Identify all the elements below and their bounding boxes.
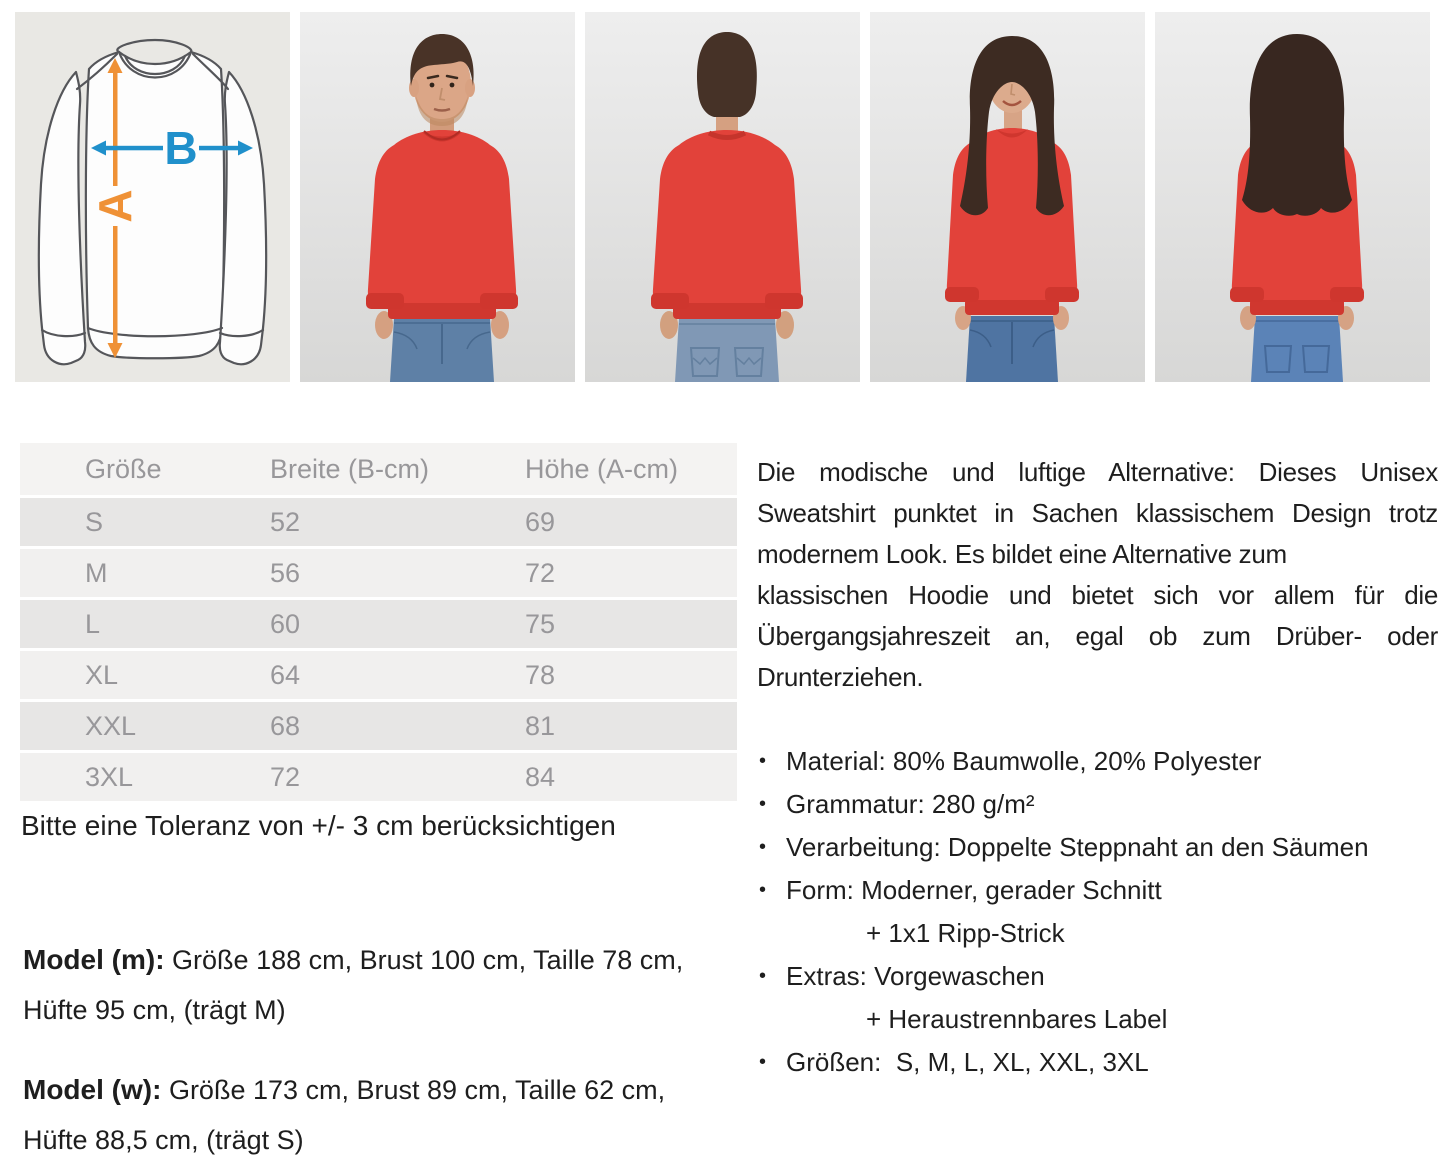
model-m-text: Größe 188 cm, Brust 100 cm, Taille 78 cm, Hüfte 95 cm, (trägt M) [23,945,684,1025]
description-line: klassischen Hoodie und bietet sich vor allem für die [757,580,1438,610]
feature-subline: + 1x1 Ripp-Strick [866,918,1065,948]
size-cell: XXL [20,701,270,752]
height-cell: 81 [525,701,737,752]
size-cell: S [20,497,270,548]
feature-subline: + Heraustrennbares Label [866,1004,1168,1034]
description-line: Drunterziehen. [757,662,924,692]
table-row [20,497,737,548]
table-row [20,599,737,650]
description-line: Sweatshirt punktet in Sachen klassischem Design trotz [757,498,1438,528]
model-w-label: Model (w): [23,1074,162,1105]
table-row [20,650,737,701]
model-m-label: Model (m): [23,944,165,975]
height-cell: 84 [525,752,737,802]
model-w-info [23,1065,728,1165]
hair [1242,34,1352,216]
product-description [757,452,1438,698]
feature-item-form: • Form: Moderner, gerader Schnitt + 1x1 Ripp-Strick [754,869,1444,955]
width-cell: 68 [270,701,525,752]
width-cell: 56 [270,548,525,599]
photo-man-back [585,12,860,382]
photo-woman-back [1155,12,1430,382]
woman-back-illustration [1155,12,1430,382]
sweatshirt [366,130,518,339]
size-diagram-panel [15,12,290,382]
col-header-groesse: Größe [20,443,270,497]
size-cell: 3XL [20,752,270,802]
size-cell: XL [20,650,270,701]
size-cell: L [20,599,270,650]
bullet-icon: • [759,836,767,858]
width-cell: 72 [270,752,525,802]
size-cell: M [20,548,270,599]
description-line: modernem Look. Es bildet eine Alternative zum [757,539,1287,569]
model-m-info [23,935,728,1035]
col-header-breite: Breite (B-cm) [270,443,525,497]
bullet-icon: • [759,793,767,815]
jeans [1251,316,1343,382]
height-cell: 75 [525,599,737,650]
feature-item-verarbeitung: • Verarbeitung: Doppelte Steppnaht an den Säumen [754,826,1444,869]
col-header-hoehe: Höhe (A-cm) [525,443,737,497]
photo-man-front [300,12,575,382]
description-line: Die modische und luftige Alternative: Dieses Unisex [757,457,1438,487]
width-cell: 52 [270,497,525,548]
height-cell: 72 [525,548,737,599]
width-cell: 64 [270,650,525,701]
sweatshirt [651,130,803,339]
feature-item-groessen: • Größen: S, M, L, XL, XXL, 3XL [754,1041,1444,1084]
man-back-illustration [585,12,860,382]
height-cell: 69 [525,497,737,548]
height-cell: 78 [525,650,737,701]
size-table [20,443,737,801]
description-line: Übergangsjahreszeit an, egal ob zum Drüber- oder [757,621,1438,651]
sweatshirt-outline [39,40,266,364]
table-header-row [20,443,737,497]
feature-item-grammatur: • Grammatur: 280 g/m² [754,783,1444,826]
head [697,32,757,118]
feature-item-material: • Material: 80% Baumwolle, 20% Polyester [754,740,1444,783]
jeans [390,318,494,382]
sweatshirt [945,128,1079,330]
feature-item-extras: • Extras: Vorgewaschen + Heraustrennbares Label [754,955,1444,1041]
diagram-label-a: A [89,189,141,223]
jeans [966,316,1058,382]
product-image-row [15,12,1430,382]
bullet-icon: • [759,965,767,987]
jeans [675,318,779,382]
table-row [20,548,737,599]
model-w-text: Größe 173 cm, Brust 89 cm, Taille 62 cm, Hüfte 88,5 cm, (trägt S) [23,1075,666,1155]
width-cell: 60 [270,599,525,650]
photo-woman-front [870,12,1145,382]
sweatshirt-measurement-diagram [15,12,290,382]
table-row [20,752,737,802]
bullet-icon: • [759,750,767,772]
man-front-illustration [300,12,575,382]
diagram-label-b: B [164,122,198,174]
tolerance-note: Bitte eine Toleranz von +/- 3 cm berücksichtigen [21,810,616,841]
table-row [20,701,737,752]
bullet-icon: • [759,1051,767,1073]
woman-front-illustration [870,12,1145,382]
bullet-icon: • [759,879,767,901]
feature-list [754,740,1444,1084]
